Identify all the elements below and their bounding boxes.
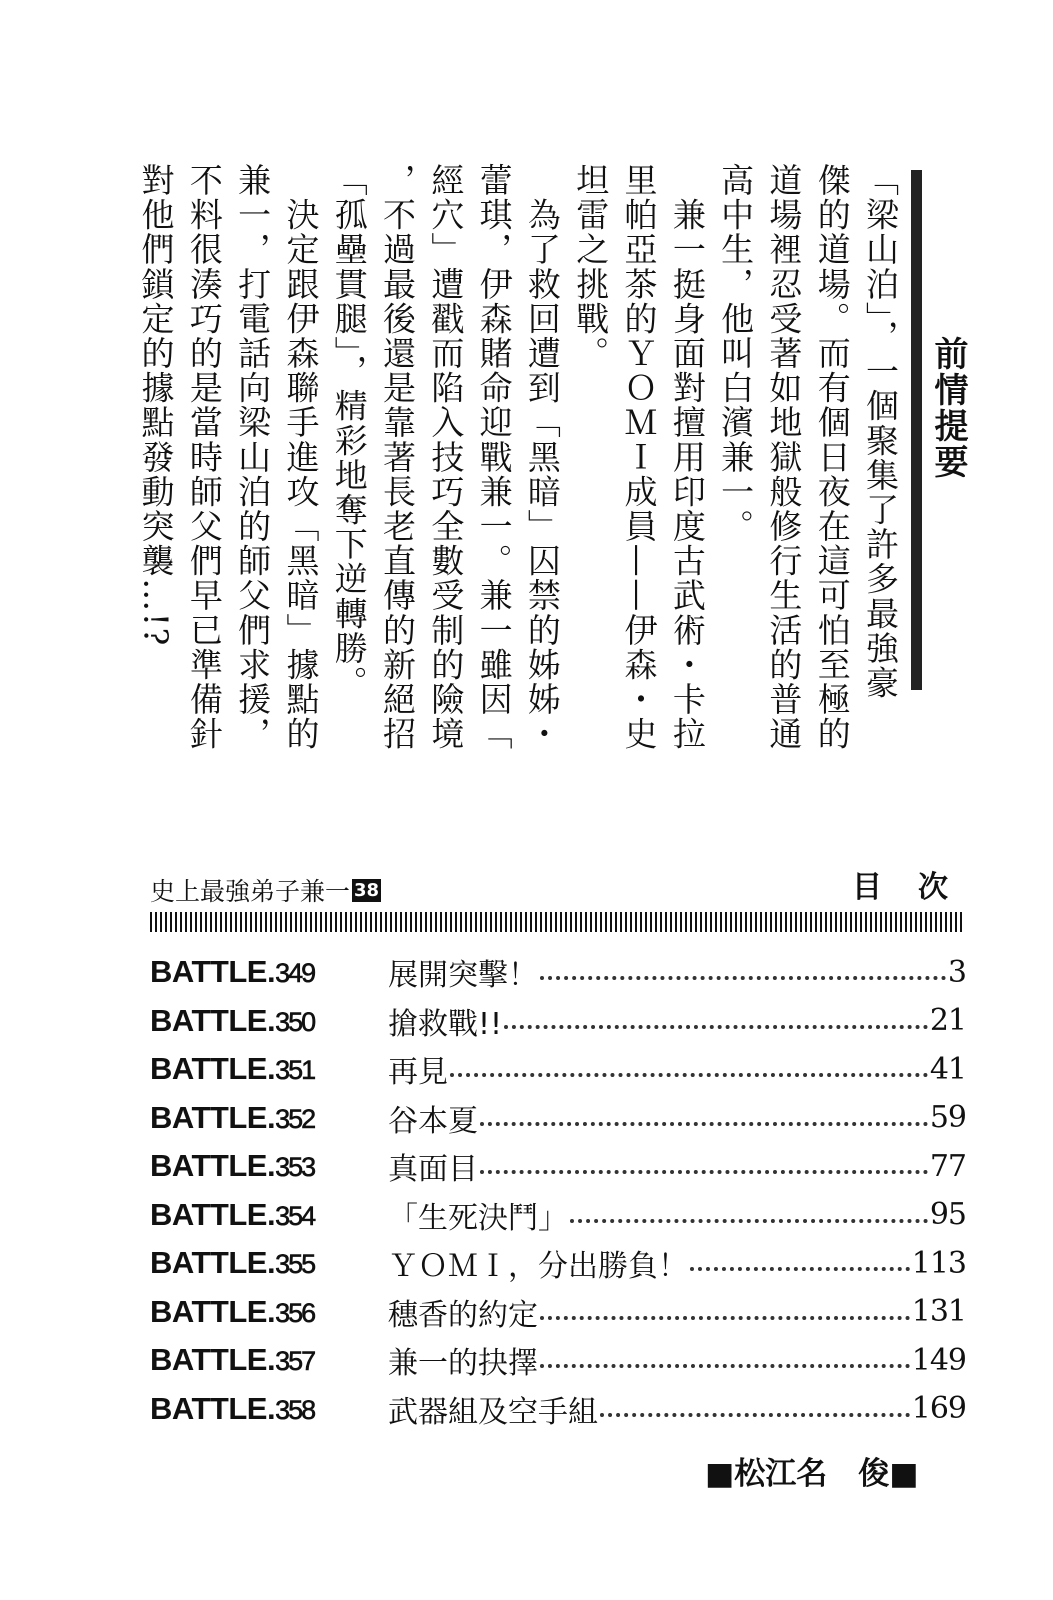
summary-line: 經穴」遭戳而陷入技巧全數受制的險境	[426, 163, 466, 752]
toc-entry[interactable]	[150, 997, 966, 1046]
chapter-prefix: BATTLE.	[150, 1051, 276, 1087]
chapter-number: 349	[275, 958, 315, 989]
chapter-label	[150, 954, 388, 990]
divider-stripes	[150, 912, 962, 932]
chapter-label	[150, 1148, 388, 1184]
summary-line: 為了救回遭到「黑暗」囚禁的姊姊・	[522, 163, 562, 752]
chapter-label	[150, 1197, 388, 1233]
summary-line: 傑的道場。而有個日夜在這可怕至極的	[812, 163, 852, 752]
summary-text	[131, 163, 904, 752]
volume-badge: 38	[354, 879, 380, 901]
toc-heading: 目次	[852, 870, 984, 905]
chapter-label	[150, 1051, 388, 1087]
chapter-number: 358	[275, 1394, 315, 1425]
chapter-number: 356	[275, 1297, 315, 1328]
page-number: 169	[911, 1391, 966, 1427]
page-number: 113	[911, 1245, 966, 1281]
chapter-prefix: BATTLE.	[150, 954, 276, 990]
chapter-prefix: BATTLE.	[150, 1293, 276, 1329]
chapter-title: 展開突擊！	[388, 958, 538, 994]
dot-leader	[540, 1364, 910, 1368]
summary-line: 坦雷之挑戰。	[571, 163, 611, 371]
page-number: 3	[947, 954, 966, 990]
summary-line: 決定跟伊森聯手進攻「黑暗」據點的	[281, 163, 321, 752]
summary-line: 高中生，他叫白濱兼一。	[716, 163, 756, 544]
summary-line: 兼一挺身面對擅用印度古武術・卡拉	[667, 163, 707, 752]
summary-heading: 前情提要	[928, 336, 968, 480]
chapter-number: 355	[275, 1249, 315, 1280]
dot-leader	[480, 1122, 928, 1126]
chapter-prefix: BATTLE.	[150, 1099, 276, 1135]
toc-list	[150, 948, 966, 1433]
chapter-number: 350	[275, 1006, 315, 1037]
toc-entry[interactable]	[150, 1288, 966, 1337]
page-number: 77	[929, 1148, 966, 1184]
summary-line: 對他們鎖定的據點發動突襲…!?	[136, 163, 176, 647]
chapter-title: 穗香的約定	[388, 1297, 538, 1333]
chapter-prefix: BATTLE.	[150, 1196, 276, 1232]
toc-entry[interactable]	[150, 1142, 966, 1191]
page-number: 21	[929, 1003, 966, 1039]
toc-entry[interactable]	[150, 1336, 966, 1385]
chapter-prefix: BATTLE.	[150, 1148, 276, 1184]
chapter-prefix: BATTLE.	[150, 1390, 276, 1426]
dot-leader	[540, 976, 946, 980]
chapter-number: 354	[275, 1200, 315, 1231]
chapter-label	[150, 1100, 388, 1136]
heading-bar	[911, 170, 922, 690]
page-number: 95	[929, 1197, 966, 1233]
page-number: 149	[911, 1342, 966, 1378]
summary-line: 道場裡忍受著如地獄般修行生活的普通	[764, 163, 804, 752]
chapter-label	[150, 1245, 388, 1281]
author: ■松江名 俊■	[705, 1456, 919, 1492]
dot-leader	[600, 1413, 910, 1417]
chapter-title: ＹＯＭＩ，分出勝負！	[388, 1249, 688, 1285]
summary-line: 不料很湊巧的是當時師父們早已準備針	[184, 163, 224, 752]
chapter-prefix: BATTLE.	[150, 1245, 276, 1281]
toc-entry[interactable]	[150, 1239, 966, 1288]
book-title-text: 史上最強弟子兼一	[150, 877, 351, 906]
summary-line: 「梁山泊」，一個聚集了許多最強豪	[861, 163, 900, 701]
chapter-title: 再見	[388, 1055, 448, 1091]
chapter-title: 「生死決鬥」	[388, 1200, 568, 1236]
chapter-label	[150, 1391, 388, 1427]
page-number: 41	[929, 1051, 966, 1087]
dot-leader	[570, 1219, 928, 1223]
dot-leader	[450, 1073, 928, 1077]
summary-line: 里帕亞茶的ＹＯＭＩ成員——伊森・史	[619, 163, 659, 752]
chapter-title: 武器組及空手組	[388, 1394, 598, 1430]
page-number: 131	[911, 1294, 966, 1330]
summary-line: 蕾琪，伊森賭命迎戰兼一。兼一雖因「	[474, 163, 514, 752]
dot-leader	[540, 1316, 910, 1320]
toc-entry[interactable]	[150, 1191, 966, 1240]
chapter-prefix: BATTLE.	[150, 1002, 276, 1038]
toc-entry[interactable]	[150, 1094, 966, 1143]
summary-line: ，不過最後還是靠著長老直傳的新絕招	[378, 163, 418, 752]
book-title	[150, 872, 381, 908]
toc-entry[interactable]	[150, 1045, 966, 1094]
summary-line: 「孤壘貫腿」，精彩地奪下逆轉勝。	[329, 163, 369, 701]
dot-leader	[690, 1267, 910, 1271]
chapter-number: 353	[275, 1152, 315, 1183]
chapter-number: 352	[275, 1103, 315, 1134]
chapter-title: 真面目	[388, 1152, 478, 1188]
dot-leader	[504, 1025, 928, 1029]
chapter-title: 兼一的抉擇	[388, 1346, 538, 1382]
chapter-number: 357	[275, 1346, 315, 1377]
dot-leader	[480, 1170, 928, 1174]
toc-entry[interactable]	[150, 1385, 966, 1434]
chapter-label	[150, 1294, 388, 1330]
chapter-prefix: BATTLE.	[150, 1342, 276, 1378]
summary-line: 兼一，打電話向梁山泊的師父們求援，	[233, 163, 273, 752]
chapter-label	[150, 1342, 388, 1378]
chapter-title: 谷本夏	[388, 1103, 478, 1139]
toc-entry[interactable]	[150, 948, 966, 997]
chapter-title: 搶救戰!!	[388, 1006, 503, 1042]
chapter-label	[150, 1003, 388, 1039]
page-number: 59	[929, 1100, 966, 1136]
chapter-number: 351	[275, 1055, 315, 1086]
